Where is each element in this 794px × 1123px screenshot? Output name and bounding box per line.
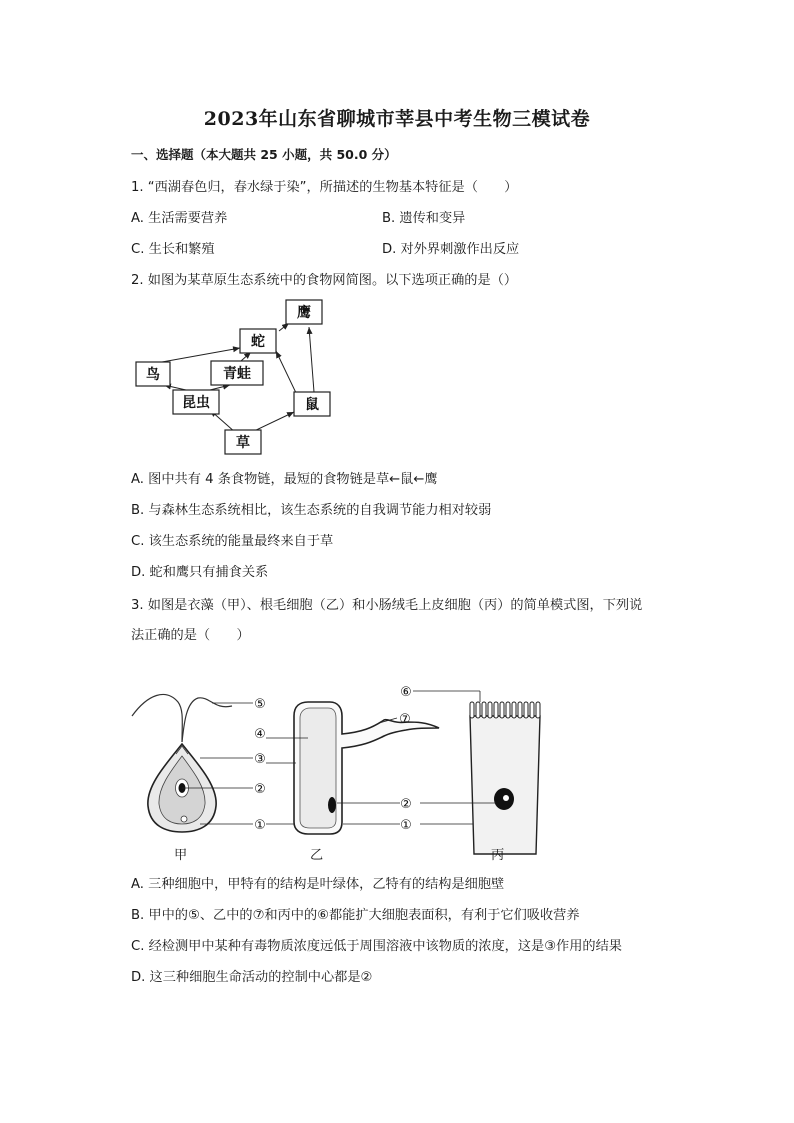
question-3-stem: 3. 如图是衣藻（甲）、根毛细胞（乙）和小肠绒毛上皮细胞（丙）的简单模式图，下列说	[131, 598, 643, 613]
cell-name-jia: 甲	[174, 848, 188, 863]
q1-option-d: D. 对外界刺激作出反应	[382, 242, 520, 257]
q2-option-a: A. 图中共有 4 条食物链，最短的食物链是草←鼠←鹰	[131, 472, 438, 487]
question-3-stem-cont: 法正确的是（ ）	[131, 628, 250, 643]
q1-option-a: A. 生活需要营养	[131, 211, 228, 226]
food-web-node-mouse: 鼠	[305, 397, 319, 413]
cell-diagram	[126, 676, 566, 866]
section-heading: 一、选择题（本大题共 25 小题，共 50.0 分）	[131, 147, 397, 162]
cell-yi-root-hair	[294, 702, 439, 834]
jia-label-3: ③	[254, 752, 266, 767]
yi-label-7: ⑦	[399, 712, 411, 727]
cell-jia-chlamydomonas	[132, 694, 232, 832]
jia-label-2: ②	[254, 782, 266, 797]
food-web-diagram	[126, 293, 346, 458]
cell-name-bing: 丙	[491, 848, 505, 863]
food-web-node-insect: 昆虫	[182, 395, 210, 411]
jia-label-1: ①	[254, 818, 266, 833]
question-2-stem: 2. 如图为某草原生态系统中的食物网简图。以下选项正确的是（）	[131, 273, 518, 288]
bing-label-1: ①	[400, 818, 412, 833]
jia-label-5: ⑤	[254, 697, 266, 712]
food-web-node-bird: 鸟	[146, 367, 160, 383]
q3-option-c: C. 经检测甲中某种有毒物质浓度远低于周围溶液中该物质的浓度，这是③作用的结果	[131, 939, 622, 954]
q2-option-b: B. 与森林生态系统相比，该生态系统的自我调节能力相对较弱	[131, 503, 492, 518]
q2-option-c: C. 该生态系统的能量最终来自于草	[131, 534, 334, 549]
food-web-node-grass: 草	[236, 435, 250, 451]
q1-option-c: C. 生长和繁殖	[131, 242, 215, 257]
food-web-node-frog: 青蛙	[223, 366, 251, 382]
food-web-node-snake: 蛇	[251, 334, 265, 350]
jia-label-4: ④	[254, 727, 266, 742]
bing-label-6: ⑥	[400, 685, 412, 700]
bing-label-2: ②	[400, 797, 412, 812]
q1-option-b: B. 遗传和变异	[382, 211, 466, 226]
q3-option-a: A. 三种细胞中，甲特有的结构是叶绿体，乙特有的结构是细胞壁	[131, 877, 505, 892]
q3-option-d: D. 这三种细胞生命活动的控制中心都是②	[131, 970, 373, 985]
q2-option-d: D. 蛇和鹰只有捕食关系	[131, 565, 269, 580]
cell-name-yi: 乙	[310, 848, 324, 863]
cell-bing-intestinal-epithelium	[470, 702, 540, 854]
q3-option-b: B. 甲中的⑤、乙中的⑦和丙中的⑥都能扩大细胞表面积，有利于它们吸收营养	[131, 908, 580, 923]
food-web-node-eagle: 鹰	[297, 305, 311, 321]
question-1-stem: 1. “西湖春色归，春水绿于染”，所描述的生物基本特征是（ ）	[131, 180, 518, 195]
page-title: 2023年山东省聊城市莘县中考生物三模试卷	[203, 108, 591, 130]
